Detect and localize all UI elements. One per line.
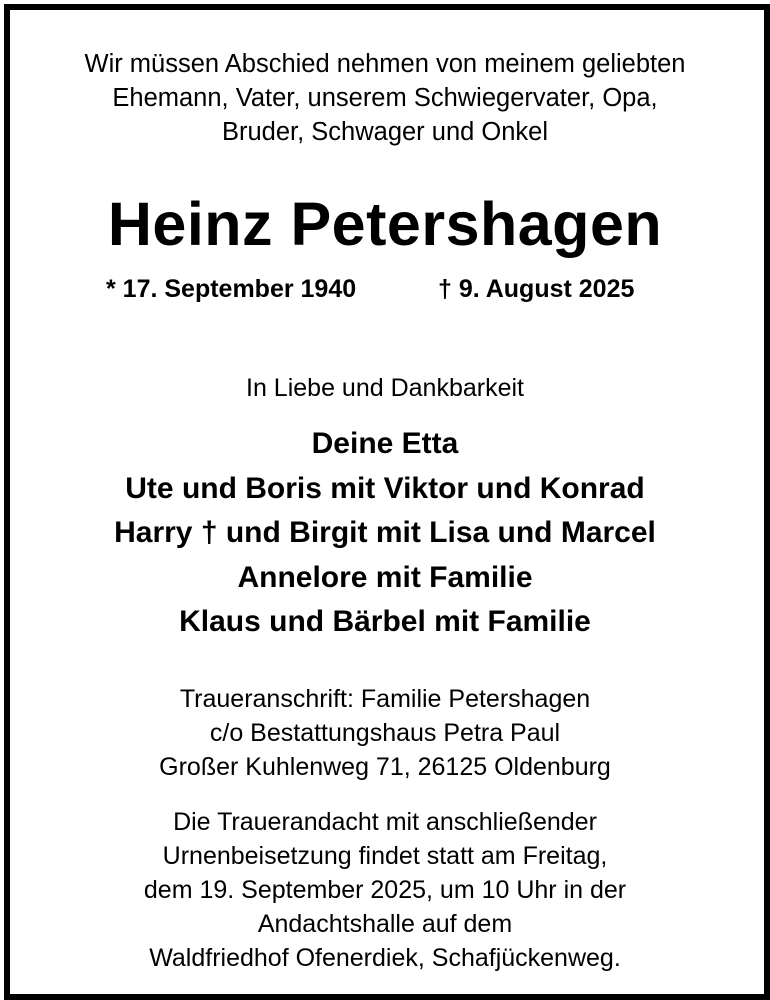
death-date: † 9. August 2025 [438,275,635,303]
dedication: In Liebe und Dankbarkeit [246,374,524,402]
address-line: Großer Kuhlenweg 71, 26125 Oldenburg [159,753,611,781]
mourner-line: Harry † und Birgit mit Lisa und Marcel [114,516,656,549]
ceremony-line: Andachtshalle auf dem [257,910,513,938]
mourners-list [0,422,770,645]
mourner-line: Annelore mit Familie [237,560,533,594]
ceremony-info [0,805,770,975]
ceremony-line: Urnenbeisetzung findet statt am Freitag, [162,842,608,870]
address-line: c/o Bestattungshaus Petra Paul [209,719,561,747]
mourning-address [0,682,770,784]
intro-text [0,47,770,149]
intro-line: Ehemann, Vater, unserem Schwiegervater, Opa, [112,84,658,112]
deceased-name: Heinz Petershagen [107,190,663,258]
address-line: Traueranschrift: Familie Petershagen [179,685,591,713]
intro-line: Bruder, Schwager und Onkel [221,118,549,146]
ceremony-line: dem 19. September 2025, um 10 Uhr in der [143,876,627,904]
ceremony-line: Waldfriedhof Ofenerdiek, Schafjückenweg. [149,944,621,972]
mourner-line: Deine Etta [311,427,459,460]
ceremony-line: Die Trauerandacht mit anschließender [173,808,597,836]
mourner-line: Klaus und Bärbel mit Familie [179,605,591,638]
birth-date: * 17. September 1940 [106,275,357,303]
mourner-line: Ute und Boris mit Viktor und Konrad [125,471,645,505]
intro-line: Wir müssen Abschied nehmen von meinem geliebten [84,50,686,78]
